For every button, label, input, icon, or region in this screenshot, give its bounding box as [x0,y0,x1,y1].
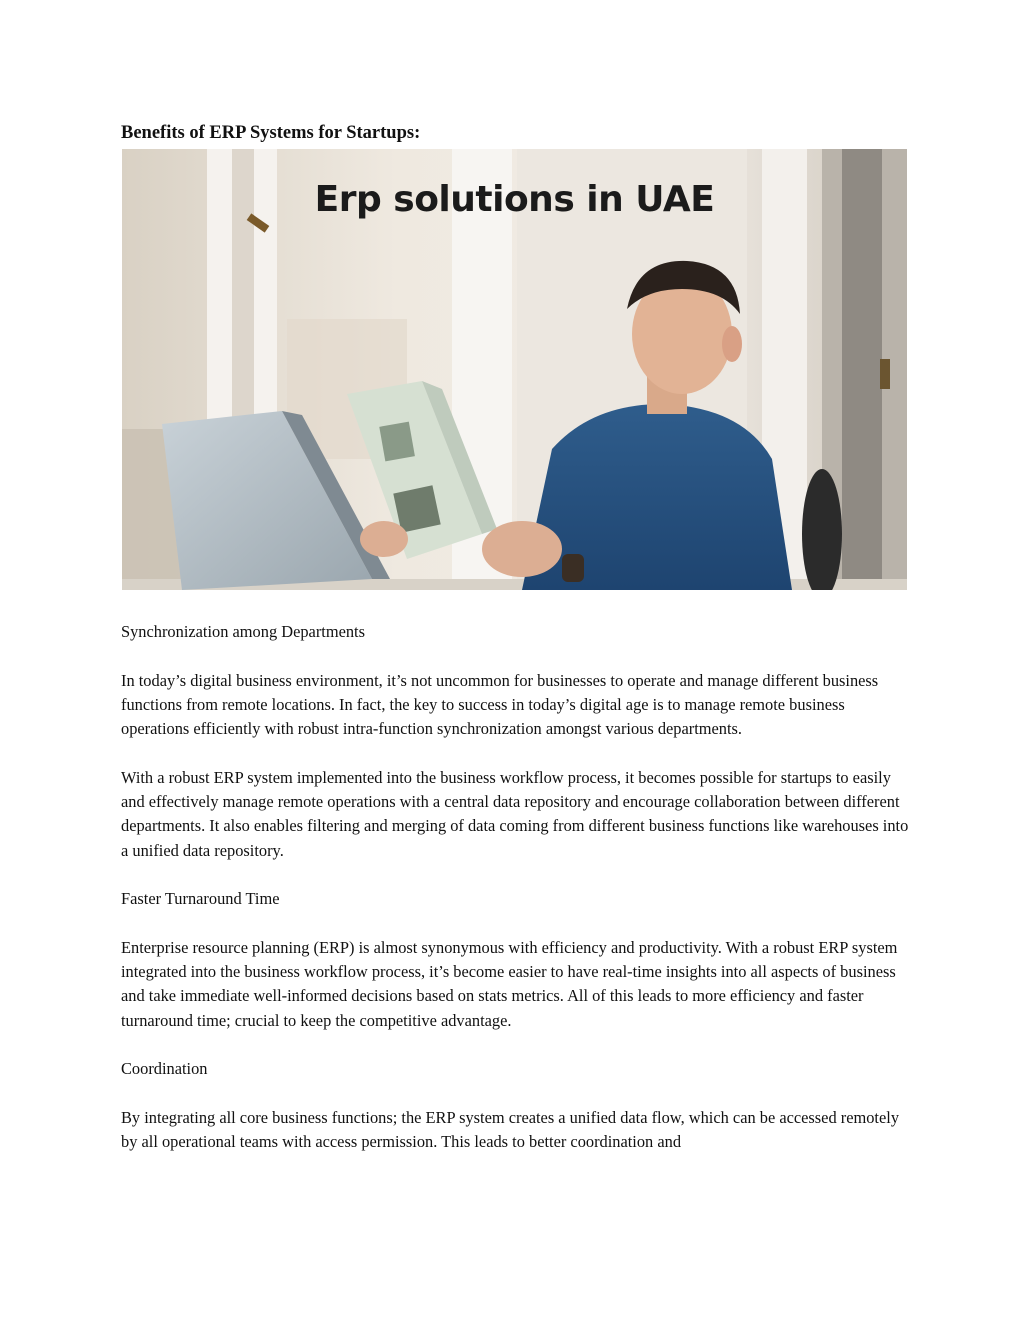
document-title: Benefits of ERP Systems for Startups: [121,123,421,143]
paragraph: With a robust ERP system implemented into the business workflow process, it becomes possible for startups to easily and effectively manage remote operations with a central data repository and encourage collaboration between different departments. It also enables filtering and merging of data coming from different business functions like warehouses into a unified data repository. [121,767,909,860]
section-heading-coordination: Coordination [121,1059,208,1079]
paragraph: By integrating all core business functions; the ERP system creates a unified data flow, which can be accessed remotely by all operational teams with access permission. This leads to better coordination and [121,1107,900,1152]
paragraph: Enterprise resource planning (ERP) is almost synonymous with efficiency and productivity. With a robust ERP system integrated into the business workflow process, it’s become easier to have real-time insights into all aspects of business and take immediate well-informed decisions based on stats metrics. All of this leads to more efficiency and faster turnaround time; crucial to keep the competitive advantage. [121,937,898,1030]
section-heading-synchronization: Synchronization among Departments [121,622,365,641]
section-heading-turnaround: Faster Turnaround Time [121,889,280,909]
hero-caption: Erp solutions in UAE [314,179,715,220]
hero-image [122,149,907,590]
paragraph: In today’s digital business environment, it’s not uncommon for businesses to operate and manage different business functions from remote locations. In fact, the key to success in today’s digital age is to manage remote business operations efficiently with robust intra-function synchronization amongst various departments. [121,670,879,739]
document-body [121,620,911,1179]
